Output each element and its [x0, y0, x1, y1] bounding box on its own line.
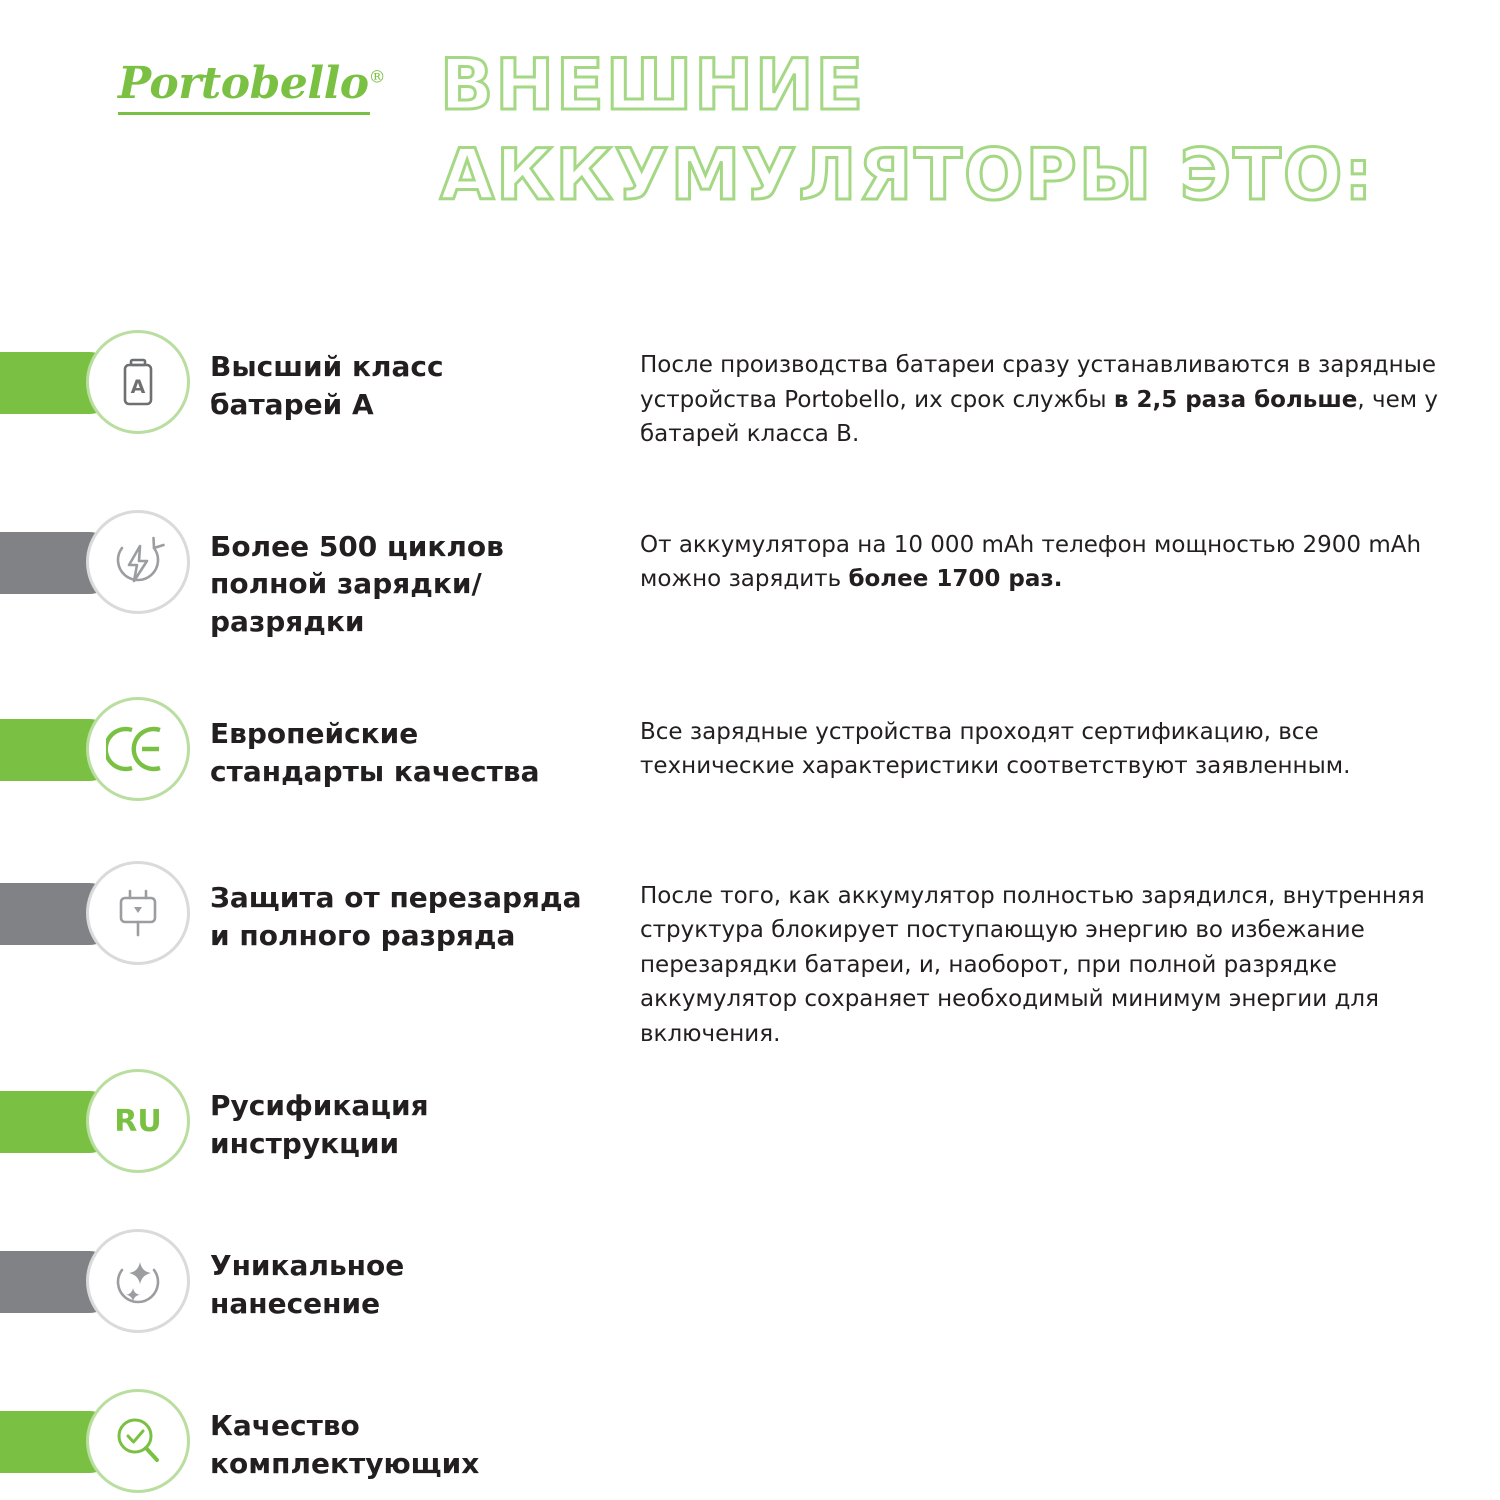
feature-badge [0, 1069, 210, 1179]
feature-title: Более 500 циклов полной зарядки/ разрядки [210, 529, 504, 639]
brand-logo-underline [118, 112, 370, 115]
feature-row [0, 330, 1500, 452]
feature-description: Все зарядные устройства проходят сертификацию, все технические характеристики соответствуют заявленным. [640, 718, 1351, 780]
registered-mark: ® [368, 67, 386, 88]
feature-description [640, 1229, 1500, 1247]
brand-name: Portobello [118, 58, 369, 109]
feature-badge [0, 330, 210, 440]
feature-row [0, 1069, 1500, 1179]
power-plug-icon [112, 885, 164, 941]
badge-circle [86, 510, 190, 614]
page-header [0, 0, 1500, 270]
brand-logo-text [118, 58, 386, 109]
svg-text:A: A [130, 376, 146, 398]
feature-title: Европейские стандарты качества [210, 716, 540, 788]
feature-title: Уникальное нанесение [210, 1249, 405, 1321]
badge-circle [86, 330, 190, 434]
brand-logo [118, 58, 386, 115]
feature-row [0, 861, 1500, 1052]
badge-circle [86, 861, 190, 965]
feature-badge [0, 697, 210, 807]
feature-row [0, 1389, 1500, 1499]
feature-title: Защита от перезаряда и полного разряда [210, 880, 582, 952]
feature-title: Качество комплектующих [210, 1409, 480, 1481]
page-title [440, 44, 1450, 216]
feature-row [0, 1229, 1500, 1339]
feature-list [0, 330, 1500, 1499]
feature-title: Русификация инструкции [210, 1089, 429, 1161]
ce-certification-icon [106, 724, 170, 774]
badge-circle [86, 1389, 190, 1493]
feature-description [640, 1389, 1500, 1407]
feature-title: Высший класс батарей A [210, 350, 444, 421]
feature-badge [0, 1389, 210, 1499]
feature-row [0, 697, 1500, 807]
battery-class-a-icon [110, 354, 166, 410]
feature-description: От аккумулятора на 10 000 mAh телефон мощностью 2900 mAh можно зарядить более 1700 раз. [640, 531, 1422, 592]
badge-circle [86, 1069, 190, 1173]
feature-description [640, 1069, 1500, 1087]
feature-badge [0, 1229, 210, 1339]
badge-circle [86, 697, 190, 801]
russian-language-ru-icon [103, 1101, 173, 1141]
feature-badge [0, 861, 210, 971]
page-title-line-1: ВНЕШНИЕ [440, 44, 866, 126]
unique-print-sparkle-icon [109, 1252, 167, 1310]
charge-cycles-bolt-icon [109, 533, 167, 591]
feature-description: После производства батареи сразу устанавливаются в зарядные устройства Portobello, их срок службы в 2,5 раза больше, чем у батарей класса B. [640, 352, 1439, 447]
feature-row [0, 510, 1500, 641]
badge-circle [86, 1229, 190, 1333]
quality-check-magnifier-icon [109, 1412, 167, 1470]
svg-text:RU: RU [114, 1104, 162, 1140]
feature-badge [0, 510, 210, 620]
feature-description: После того, как аккумулятор полностью зарядился, внутренняя структура блокирует поступающую энергию во избежание перезарядки батареи, и, наоборот, при полной разрядке аккумулятор сохраняет необходимый минимум энергии для включения. [640, 882, 1425, 1047]
page-title-line-2: АККУМУЛЯТОРЫ ЭТО: [440, 133, 1375, 216]
